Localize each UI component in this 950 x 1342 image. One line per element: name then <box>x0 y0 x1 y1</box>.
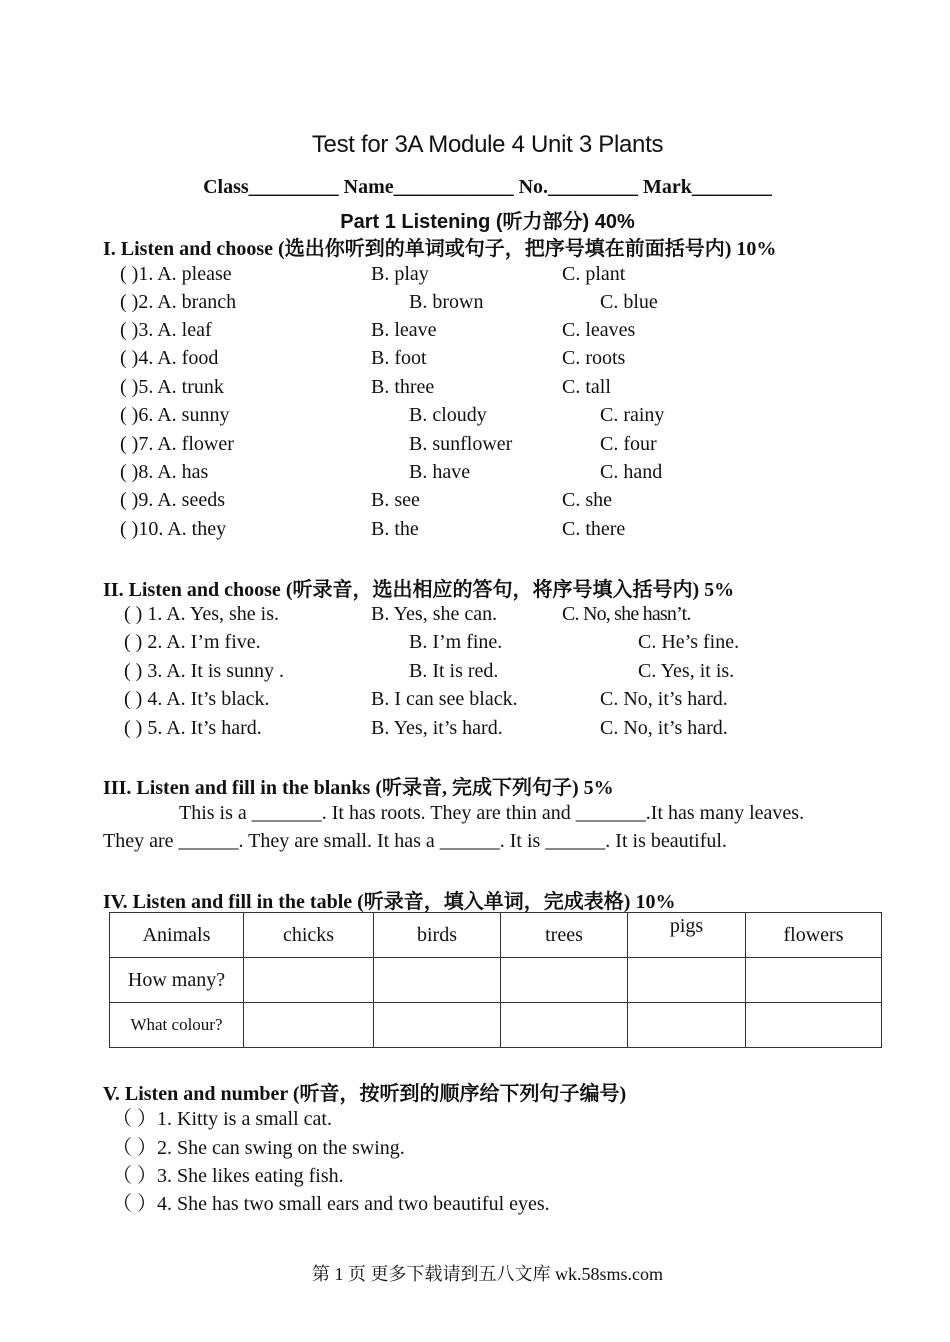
section3-heading: III. Listen and fill in the blanks (听录音, 完成下列句子) 5% <box>103 777 614 799</box>
s1-b5: B. three <box>371 376 435 398</box>
page-footer: 第 1 页 更多下载请到五八文库 wk.58sms.com <box>312 1264 663 1284</box>
table-header-cell: birds <box>374 913 501 958</box>
s1-q6: ( )6. A. sunny <box>120 404 230 426</box>
answer-cell[interactable] <box>374 1003 501 1048</box>
s5-item4: （ ）4. She has two small ears and two beautiful eyes. <box>112 1193 550 1215</box>
s1-q2: ( )2. A. branch <box>120 291 237 313</box>
s1-q9: ( )9. A. seeds <box>120 489 225 511</box>
s2-b2: B. I’m fine. <box>409 631 503 653</box>
s2-b3: B. It is red. <box>409 660 499 682</box>
table-row <box>110 1003 882 1048</box>
s2-b5: B. Yes, it’s hard. <box>371 717 503 739</box>
s1-b1: B. play <box>371 263 429 285</box>
answer-cell[interactable] <box>501 1003 628 1048</box>
s2-b1: B. Yes, she can. <box>371 603 498 625</box>
s1-q5: ( )5. A. trunk <box>120 376 224 398</box>
section1-heading: I. Listen and choose (选出你听到的单词或句子，把序号填在前面括号内) 10% <box>103 238 777 260</box>
s1-c5: C. tall <box>562 376 611 398</box>
section5-heading: V. Listen and number (听音，按听到的顺序给下列句子编号) <box>103 1083 627 1105</box>
s1-q7: ( )7. A. flower <box>120 433 234 455</box>
table-header-cell: chicks <box>244 913 374 958</box>
fill-table <box>109 912 882 1048</box>
s1-b3: B. leave <box>371 319 437 341</box>
s1-c10: C. there <box>562 518 626 540</box>
s1-c6: C. rainy <box>600 404 665 426</box>
s1-b6: B. cloudy <box>409 404 487 426</box>
table-header-cell: Animals <box>110 913 244 958</box>
s5-item3: （ ）3. She likes eating fish. <box>112 1165 344 1187</box>
s2-c1: C. No, she hasn’t. <box>562 603 691 625</box>
s1-c1: C. plant <box>562 263 626 285</box>
s2-q5: ( ) 5. A. It’s hard. <box>124 717 262 739</box>
s1-q10: ( )10. A. they <box>120 518 227 540</box>
answer-cell[interactable] <box>628 958 746 1003</box>
table-header-cell: trees <box>501 913 628 958</box>
s3-line1: This is a _______. It has roots. They are thin and _______.It has many leaves. <box>179 802 805 824</box>
answer-cell[interactable] <box>628 1003 746 1048</box>
s1-c8: C. hand <box>600 461 663 483</box>
s1-c4: C. roots <box>562 347 626 369</box>
s1-b10: B. the <box>371 518 419 540</box>
s5-item2: （ ）2. She can swing on the swing. <box>112 1137 405 1159</box>
s1-b9: B. see <box>371 489 420 511</box>
s2-q4: ( ) 4. A. It’s black. <box>124 688 270 710</box>
part-title: Part 1 Listening (听力部分) 40% <box>340 211 635 233</box>
s2-c5: C. No, it’s hard. <box>600 717 728 739</box>
s1-c2: C. blue <box>600 291 658 313</box>
s2-q1: ( ) 1. A. Yes, she is. <box>124 603 280 625</box>
student-info-line: Class_________ Name____________ No._________ Mark________ <box>203 176 772 198</box>
page-title: Test for 3A Module 4 Unit 3 Plants <box>311 131 664 158</box>
s2-c4: C. No, it’s hard. <box>600 688 728 710</box>
s2-q2: ( ) 2. A. I’m five. <box>124 631 261 653</box>
s1-b8: B. have <box>409 461 471 483</box>
s1-q8: ( )8. A. has <box>120 461 209 483</box>
table-header-row <box>110 913 882 958</box>
s1-q1: ( )1. A. please <box>120 263 232 285</box>
answer-cell[interactable] <box>501 958 628 1003</box>
s2-c3: C. Yes, it is. <box>638 660 735 682</box>
s1-b4: B. foot <box>371 347 427 369</box>
row-label-what-colour: What colour? <box>110 1003 244 1048</box>
s2-c2: C. He’s fine. <box>638 631 740 653</box>
section2-heading: II. Listen and choose (听录音，选出相应的答句，将序号填入括号内) 5% <box>103 579 735 601</box>
table-row <box>110 958 882 1003</box>
table-header-cell: pigs <box>628 913 746 958</box>
row-label-how-many: How many? <box>110 958 244 1003</box>
answer-cell[interactable] <box>244 958 374 1003</box>
table-header-cell: flowers <box>746 913 882 958</box>
s5-item1: （ ）1. Kitty is a small cat. <box>112 1108 332 1130</box>
s1-q4: ( )4. A. food <box>120 347 219 369</box>
answer-cell[interactable] <box>746 958 882 1003</box>
answer-cell[interactable] <box>746 1003 882 1048</box>
s2-b4: B. I can see black. <box>371 688 518 710</box>
answer-cell[interactable] <box>374 958 501 1003</box>
s1-c7: C. four <box>600 433 657 455</box>
s1-c9: C. she <box>562 489 612 511</box>
s1-c3: C. leaves <box>562 319 636 341</box>
s1-b7: B. sunflower <box>409 433 513 455</box>
s2-q3: ( ) 3. A. It is sunny . <box>124 660 284 682</box>
s1-b2: B. brown <box>409 291 484 313</box>
section4-heading: IV. Listen and fill in the table (听录音，填入单词，完成表格) 10% <box>103 891 676 913</box>
s1-q3: ( )3. A. leaf <box>120 319 212 341</box>
s3-line2: They are ______. They are small. It has a ______. It is ______. It is beautiful. <box>103 830 727 852</box>
answer-cell[interactable] <box>244 1003 374 1048</box>
